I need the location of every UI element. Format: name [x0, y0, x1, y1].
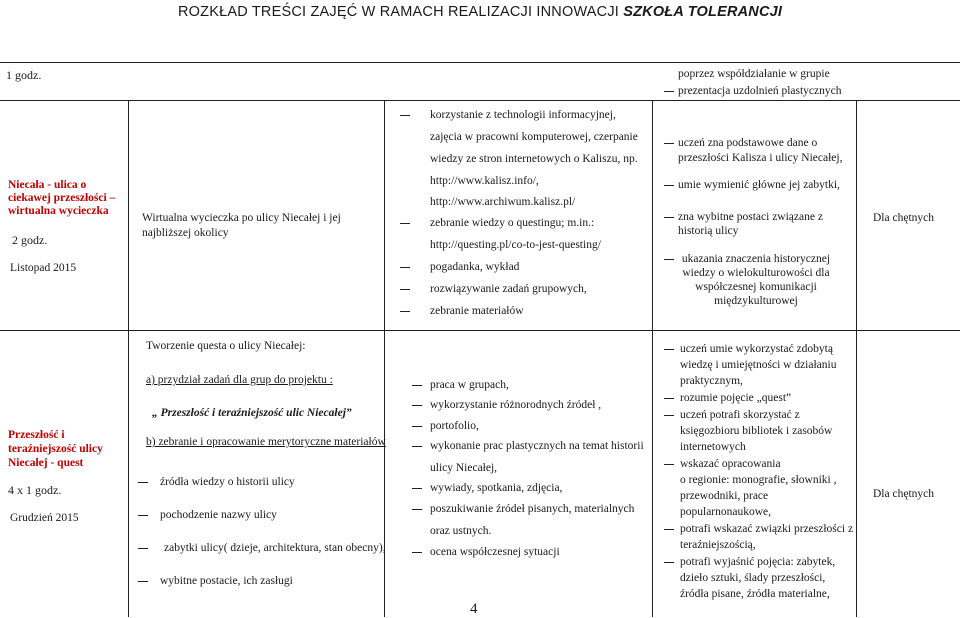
bullet-dash [400, 115, 410, 116]
bullet-dash [664, 185, 674, 186]
row1-date: Listopad 2015 [10, 262, 77, 274]
document-header [178, 4, 783, 20]
row1-method: zajęcia w pracowni komputerowej, czerpanie [430, 131, 638, 143]
row2-method: praca w grupach, [430, 379, 509, 391]
row1-result: międzykulturowej [714, 295, 798, 307]
row1-method: http://questing.pl/co-to-jest-questing/ [430, 239, 601, 251]
top-row-result: poprzez współdziałanie w grupie [678, 68, 830, 80]
row1-subject: ciekawej przeszłości – [8, 192, 116, 204]
header-school-name: SZKOŁA TOLERANCJI [623, 4, 783, 20]
row1-subject: wirtualna wycieczka [8, 205, 109, 217]
bullet-dash [664, 562, 674, 563]
bullet-dash [400, 267, 410, 268]
row1-result: zna wybitne postaci związane z [678, 211, 823, 223]
row1-result: uczeń zna podstawowe dane o [678, 137, 818, 149]
bullet-dash [400, 223, 410, 224]
row2-method: oraz ustnych. [430, 525, 492, 537]
column-divider-1 [128, 100, 129, 617]
bullet-dash [412, 552, 422, 553]
column-divider-2 [384, 100, 385, 617]
row2-result: źródła pisane, źródła materialne, [680, 588, 830, 600]
row2-content-item: wybitne postacie, ich zasługi [160, 575, 293, 587]
bullet-dash [412, 446, 422, 447]
row1-method: rozwiązywanie zadań grupowych, [430, 283, 587, 295]
bullet-dash [400, 311, 410, 312]
bullet-dash [412, 426, 422, 427]
row-divider-2 [0, 330, 960, 331]
row2-content-quote: „ Przeszłość i teraźniejszość ulic Niecałej” [152, 407, 352, 419]
bullet-dash [412, 405, 422, 406]
row2-result: o regionie: monografie, słowniki , [680, 474, 837, 486]
page-number: 4 [470, 601, 478, 617]
row1-method: http://www.kalisz.info/, [430, 175, 539, 187]
row2-method: wywiady, spotkania, zdjęcia, [430, 482, 563, 494]
row1-method: korzystanie z technologii informacyjnej, [430, 109, 616, 121]
bullet-dash [664, 464, 674, 465]
bullet-dash [664, 217, 674, 218]
row2-method: poszukiwanie źródeł pisanych, materialnych [430, 503, 635, 515]
bullet-dash [400, 289, 410, 290]
row2-content-item: pochodzenie nazwy ulicy [160, 509, 277, 521]
row1-content: najbliższej okolicy [142, 227, 229, 239]
bullet-dash [138, 548, 148, 549]
row1-result: przeszłości Kalisza i ulicy Niecałej, [678, 152, 843, 164]
bullet-dash [412, 385, 422, 386]
row2-result: potrafi wskazać związki przeszłości z [680, 523, 854, 535]
row2-result: wskazać opracowania [680, 458, 781, 470]
bullet-dash [138, 581, 148, 582]
row2-result: dzieło sztuki, ślady przeszłości, [680, 572, 826, 584]
row2-subject: teraźniejszość ulicy [8, 443, 103, 455]
row2-result: rozumie pojęcie „quest” [680, 392, 792, 404]
row2-method: portofolio, [430, 420, 479, 432]
row2-result: uczeń umie wykorzystać zdobytą [680, 343, 833, 355]
row2-content-a: a) przydział zadań dla grup do projektu : [146, 374, 333, 386]
bullet-dash [664, 529, 674, 530]
bullet-dash [664, 143, 674, 144]
table-top-border [0, 62, 960, 63]
bullet-dash [138, 515, 148, 516]
bullet-dash [412, 488, 422, 489]
row2-result: internetowych [680, 441, 746, 453]
row2-duration: 4 x 1 godz. [8, 483, 62, 497]
row2-method: wykorzystanie różnorodnych źródeł , [430, 399, 602, 411]
column-divider-4 [856, 100, 857, 617]
row1-result: umie wymienić główne jej zabytki, [678, 179, 840, 191]
bullet-dash [664, 398, 674, 399]
row2-subject: Przeszłość i [8, 429, 65, 441]
row2-method: ulicy Niecałej, [430, 462, 498, 474]
bullet-dash [138, 482, 148, 483]
row2-method: wykonanie prac plastycznych na temat historii [430, 440, 644, 452]
row2-content-item: źródła wiedzy o historii ulicy [160, 476, 295, 488]
row2-note: Dla chętnych [873, 488, 934, 500]
top-row-result: prezentacja uzdolnień plastycznych [678, 85, 842, 97]
bullet-dash [664, 415, 674, 416]
row1-method: http://www.archiwum.kalisz.pl/ [430, 196, 576, 208]
row2-result: potrafi wyjaśnić pojęcia: zabytek, [680, 556, 836, 568]
row1-result: wiedzy o wielokulturowości dla [682, 267, 830, 279]
row2-result: popularnonaukowe, [680, 506, 772, 518]
column-divider-3 [652, 100, 653, 617]
row-divider-1 [0, 100, 960, 101]
row2-method: ocena współczesnej sytuacji [430, 546, 560, 558]
row1-method: zebranie materiałów [430, 305, 524, 317]
bullet-dash [664, 349, 674, 350]
row2-result: księgozbioru bibliotek i zasobów [680, 425, 833, 437]
row1-result: historią ulicy [678, 225, 739, 237]
row2-content-title: Tworzenie questa o ulicy Niecałej: [146, 340, 306, 352]
row1-result: współczesnej komunikacji [695, 281, 817, 293]
row2-result: teraźniejszością, [680, 539, 756, 551]
row2-content-b: b) zebranie i opracowanie merytoryczne materiałów [146, 436, 386, 448]
row2-subject: Niecałej - quest [8, 457, 84, 469]
row1-note: Dla chętnych [873, 212, 934, 224]
row2-result: praktycznym, [680, 375, 743, 387]
row2-date: Grudzień 2015 [10, 512, 79, 524]
row2-result: uczeń potrafi skorzystać z [680, 409, 800, 421]
row1-method: zebranie wiedzy o questingu; m.in.: [430, 217, 595, 229]
row1-method: pogadanka, wykład [430, 261, 520, 273]
row1-result: ukazania znaczenia historycznej [681, 253, 831, 265]
row1-method: wiedzy ze stron internetowych o Kaliszu, np. [430, 153, 638, 165]
bullet-dash [412, 509, 422, 510]
row1-subject: Niecała - ulica o [8, 179, 87, 191]
row2-result: wiedzę i umiejętności w działaniu [680, 359, 837, 371]
row2-result: przewodniki, prace [680, 490, 769, 502]
row1-content: Wirtualna wycieczka po ulicy Niecałej i jej [142, 212, 341, 224]
bullet-dash [664, 91, 674, 92]
header-title: ROZKŁAD TREŚCI ZAJĘĆ W RAMACH REALIZACJI INNOWACJI [178, 4, 620, 20]
row2-content-item: zabytki ulicy( dzieje, architektura, stan obecny), [164, 542, 386, 554]
row1-duration: 2 godz. [12, 233, 48, 247]
top-row-duration: 1 godz. [6, 68, 42, 82]
